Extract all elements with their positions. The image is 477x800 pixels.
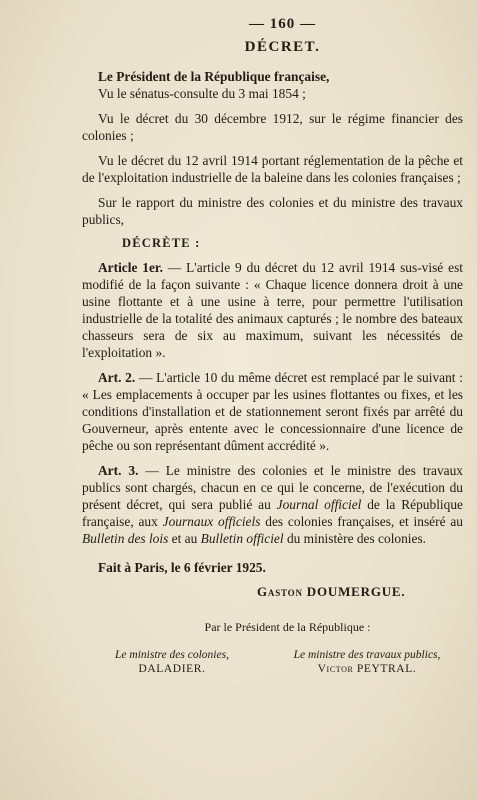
bulletin-des-lois-ref: Bulletin des lois	[82, 531, 169, 546]
article-2-text: — L'article 10 du même décret est remplacé par le suivant : « Les emplacements à occuper par les usines flottantes ou fixes, et les conditions d'installation et de stationnement seront fixés par arrêté du Gouverneur, après entente avec le concessionnaire d'une licence de pêche ou son représentant dûment accrédité ».	[82, 370, 463, 453]
article-3	[82, 462, 463, 547]
page-number: — 160 —	[249, 16, 316, 32]
by-president: Par le Président de la République :	[204, 620, 371, 634]
journal-officiel-ref: Journal officiel	[276, 497, 362, 512]
minister-travaux-publics-role: Le ministre des travaux publics,	[293, 649, 441, 661]
article-3-text-5: du ministère des colonies.	[283, 531, 427, 546]
minister-travaux-publics	[277, 649, 457, 675]
bulletin-officiel-ref: Bulletin officiel	[200, 531, 284, 546]
ministers-signatures	[82, 649, 463, 675]
minister-colonies-name: DALADIER.	[138, 663, 206, 675]
signatory	[257, 584, 463, 600]
preamble-rapport: Sur le rapport du ministre des colonies et du ministre des travaux publics,	[82, 195, 463, 227]
minister-travaux-publics-name	[277, 663, 457, 675]
done-at: Fait à Paris, le 6 février 1925.	[98, 560, 266, 575]
minister-colonies	[82, 649, 262, 675]
article-1	[82, 259, 463, 361]
decrete-heading: DÉCRÈTE :	[122, 236, 201, 250]
article-1-label: Article 1er.	[98, 260, 163, 275]
article-3-label: Art. 3.	[98, 463, 139, 478]
decree-title: DÉCRET.	[244, 39, 321, 55]
journaux-officiels-ref: Journaux officiels	[162, 514, 261, 529]
preamble-president: Le Président de la République française,	[98, 69, 330, 84]
preamble-senatus-consulte: Vu le sénatus-consulte du 3 mai 1854 ;	[98, 86, 306, 101]
article-3-text-3: des colonies françaises, et inséré au	[260, 514, 463, 529]
article-2	[82, 369, 463, 454]
article-3-text-2: de la République française, aux	[82, 497, 463, 529]
signatory-name: Gaston DOUMERGUE.	[257, 584, 406, 599]
preamble-decret-1912: Vu le décret du 30 décembre 1912, sur le régime financier des colonies ;	[82, 111, 463, 143]
article-3-text-1: — Le ministre des colonies et le ministre des travaux publics sont chargés, chacun en ce qui le concerne, de l'exécution du présent décret, qui sera publié au	[82, 463, 463, 512]
preamble-decret-1914: Vu le décret du 12 avril 1914 portant réglementation de la pêche et de l'exploitation industrielle de la baleine dans les colonies françaises ;	[82, 153, 463, 185]
article-2-label: Art. 2.	[98, 370, 136, 385]
minister-colonies-role: Le ministre des colonies,	[115, 649, 229, 661]
article-3-text-4: et au	[168, 531, 201, 546]
minister-travaux-publics-name-text: Victor PEYTRAL.	[317, 663, 417, 675]
article-1-text: — L'article 9 du décret du 12 avril 1914 sus-visé est modifié de la façon suivante : « Chaque licence donnera droit à une usine flottante et à une usine à terre, pour permettre l'utilisation industrielle de la totalité des animaux capturés ; le nombre des bateaux chasseurs sera de six au maximum, suivant les nécessités de l'exploitation ».	[82, 260, 463, 360]
